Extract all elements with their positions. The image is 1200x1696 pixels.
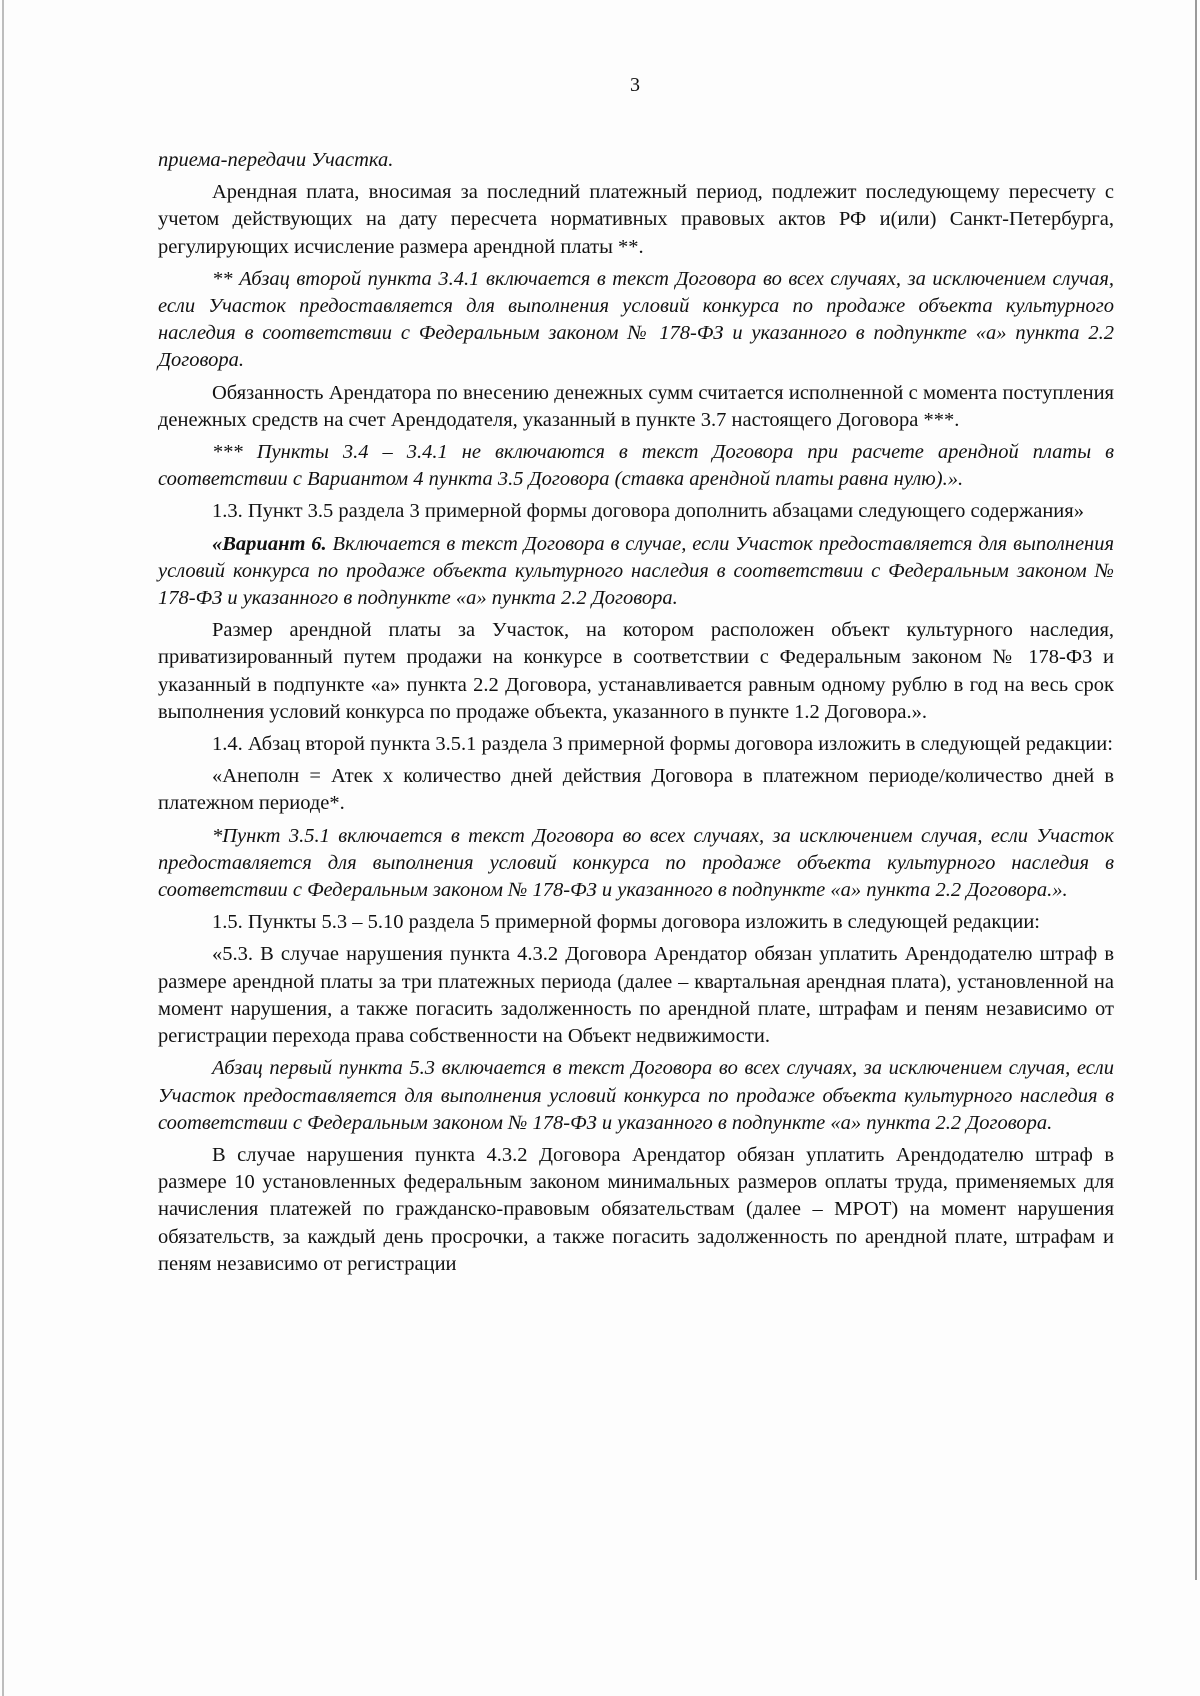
- footnote-double-asterisk: ** Абзац второй пункта 3.4.1 включается в текст Договора во всех случаях, за исключением случая, если Участок предоставляется для выполнения условий конкурса по продаже объекта культурного наследия в соответствии с Федеральным законом № 178-ФЗ и указанного в подпункте «а» пункта 2.2 Договора.: [158, 267, 1114, 372]
- document-body: [158, 147, 1114, 1283]
- paragraph-1-4: 1.4. Абзац второй пункта 3.5.1 раздела 3 примерной формы договора изложить в следующей редакции:: [212, 733, 1113, 756]
- paragraph-5-3: «5.3. В случае нарушения пункта 4.3.2 Договора Арендатор обязан уплатить Арендодателю штраф в размере арендной платы за три платежных периода (далее – квартальная арендная плата), установленной на момент нарушения, а также погасить задолженность по арендной плате, штрафам и пеням независимо от регистрации перехода права собственности на Объект недвижимости.: [158, 943, 1114, 1048]
- page-number: 3: [630, 74, 640, 96]
- paragraph-variant-6: [158, 531, 1114, 613]
- paragraph-fine-mrot: В случае нарушения пункта 4.3.2 Договора Арендатор обязан уплатить Арендодателю штраф в размере 10 установленных федеральным законом минимальных размеров оплаты труда, применяемых для начисления платежей по гражданско-правовым обязательствам (далее – МРОТ) на момент нарушения обязательств, за каждый день просрочки, а также погасить задолженность по арендной плате, штрафам и пеням независимо от регистрации: [158, 1143, 1114, 1275]
- variant-6-heading: «Вариант 6.: [212, 532, 327, 555]
- footnote-triple-asterisk: *** Пункты 3.4 – 3.4.1 не включаются в текст Договора при расчете арендной платы в соответствии с Вариантом 4 пункта 3.5 Договора (ставка арендной платы равна нулю).».: [158, 441, 1114, 491]
- footnote-single-asterisk: *Пункт 3.5.1 включается в текст Договора во всех случаях, за исключением случая, если Участок предоставляется для выполнения условий конкурса по продаже объекта культурного наследия в соответствии с Федеральным законом № 178-ФЗ и указанного в подпункте «а» пункта 2.2 Договора.».: [158, 824, 1114, 902]
- paragraph-formula: «Анеполн = Атек х количество дней действия Договора в платежном периоде/количество дней в платежном периоде*.: [158, 765, 1114, 815]
- variant-6-text: Включается в текст Договора в случае, если Участок предоставляется для выполнения условий конкурса по продаже объекта культурного наследия в соответствии с Федеральным законом № 178-ФЗ и указанного в подпункте «а» пункта 2.2 Договора.: [158, 532, 1115, 610]
- scan-edge-right: [1195, 0, 1197, 1580]
- note-5-3-first-paragraph: Абзац первый пункта 5.3 включается в текст Договора во всех случаях, за исключением случая, если Участок предоставляется для выполнения условий конкурса по продаже объекта культурного наследия в соответствии с Федеральным законом № 178-ФЗ и указанного в подпункте «а» пункта 2.2 Договора.: [158, 1057, 1114, 1134]
- paragraph-rent-recalculation: Арендная плата, вносимая за последний платежный период, подлежит последующему пересчету с учетом действующих на дату пересчета нормативных правовых актов РФ и(или) Санкт-Петербурга, регулирующих исчисление размера арендной платы **.: [158, 181, 1114, 258]
- paragraph-1-3: 1.3. Пункт 3.5 раздела 3 примерной формы договора дополнить абзацами следующего содержания»: [212, 500, 1084, 523]
- paragraph-continuation: приема-передачи Участка.: [158, 149, 394, 171]
- paragraph-payment-obligation: Обязанность Арендатора по внесению денежных сумм считается исполненной с момента поступления денежных средств на счет Арендодателя, указанный в пункте 3.7 настоящего Договора ***.: [158, 381, 1114, 431]
- paragraph-rent-amount: Размер арендной платы за Участок, на котором расположен объект культурного наследия, приватизированный путем продажи на конкурсе в соответствии с Федеральным законом № 178-ФЗ и указанный в подпункте «а» пункта 2.2 Договора, устанавливается равным одному рублю в год на весь срок выполнения условий конкурса по продаже объекта, указанного в пункте 1.2 Договора.».: [158, 619, 1114, 723]
- paragraph-1-5: 1.5. Пункты 5.3 – 5.10 раздела 5 примерной формы договора изложить в следующей редакции:: [212, 911, 1040, 934]
- scan-edge-left: [2, 0, 4, 1696]
